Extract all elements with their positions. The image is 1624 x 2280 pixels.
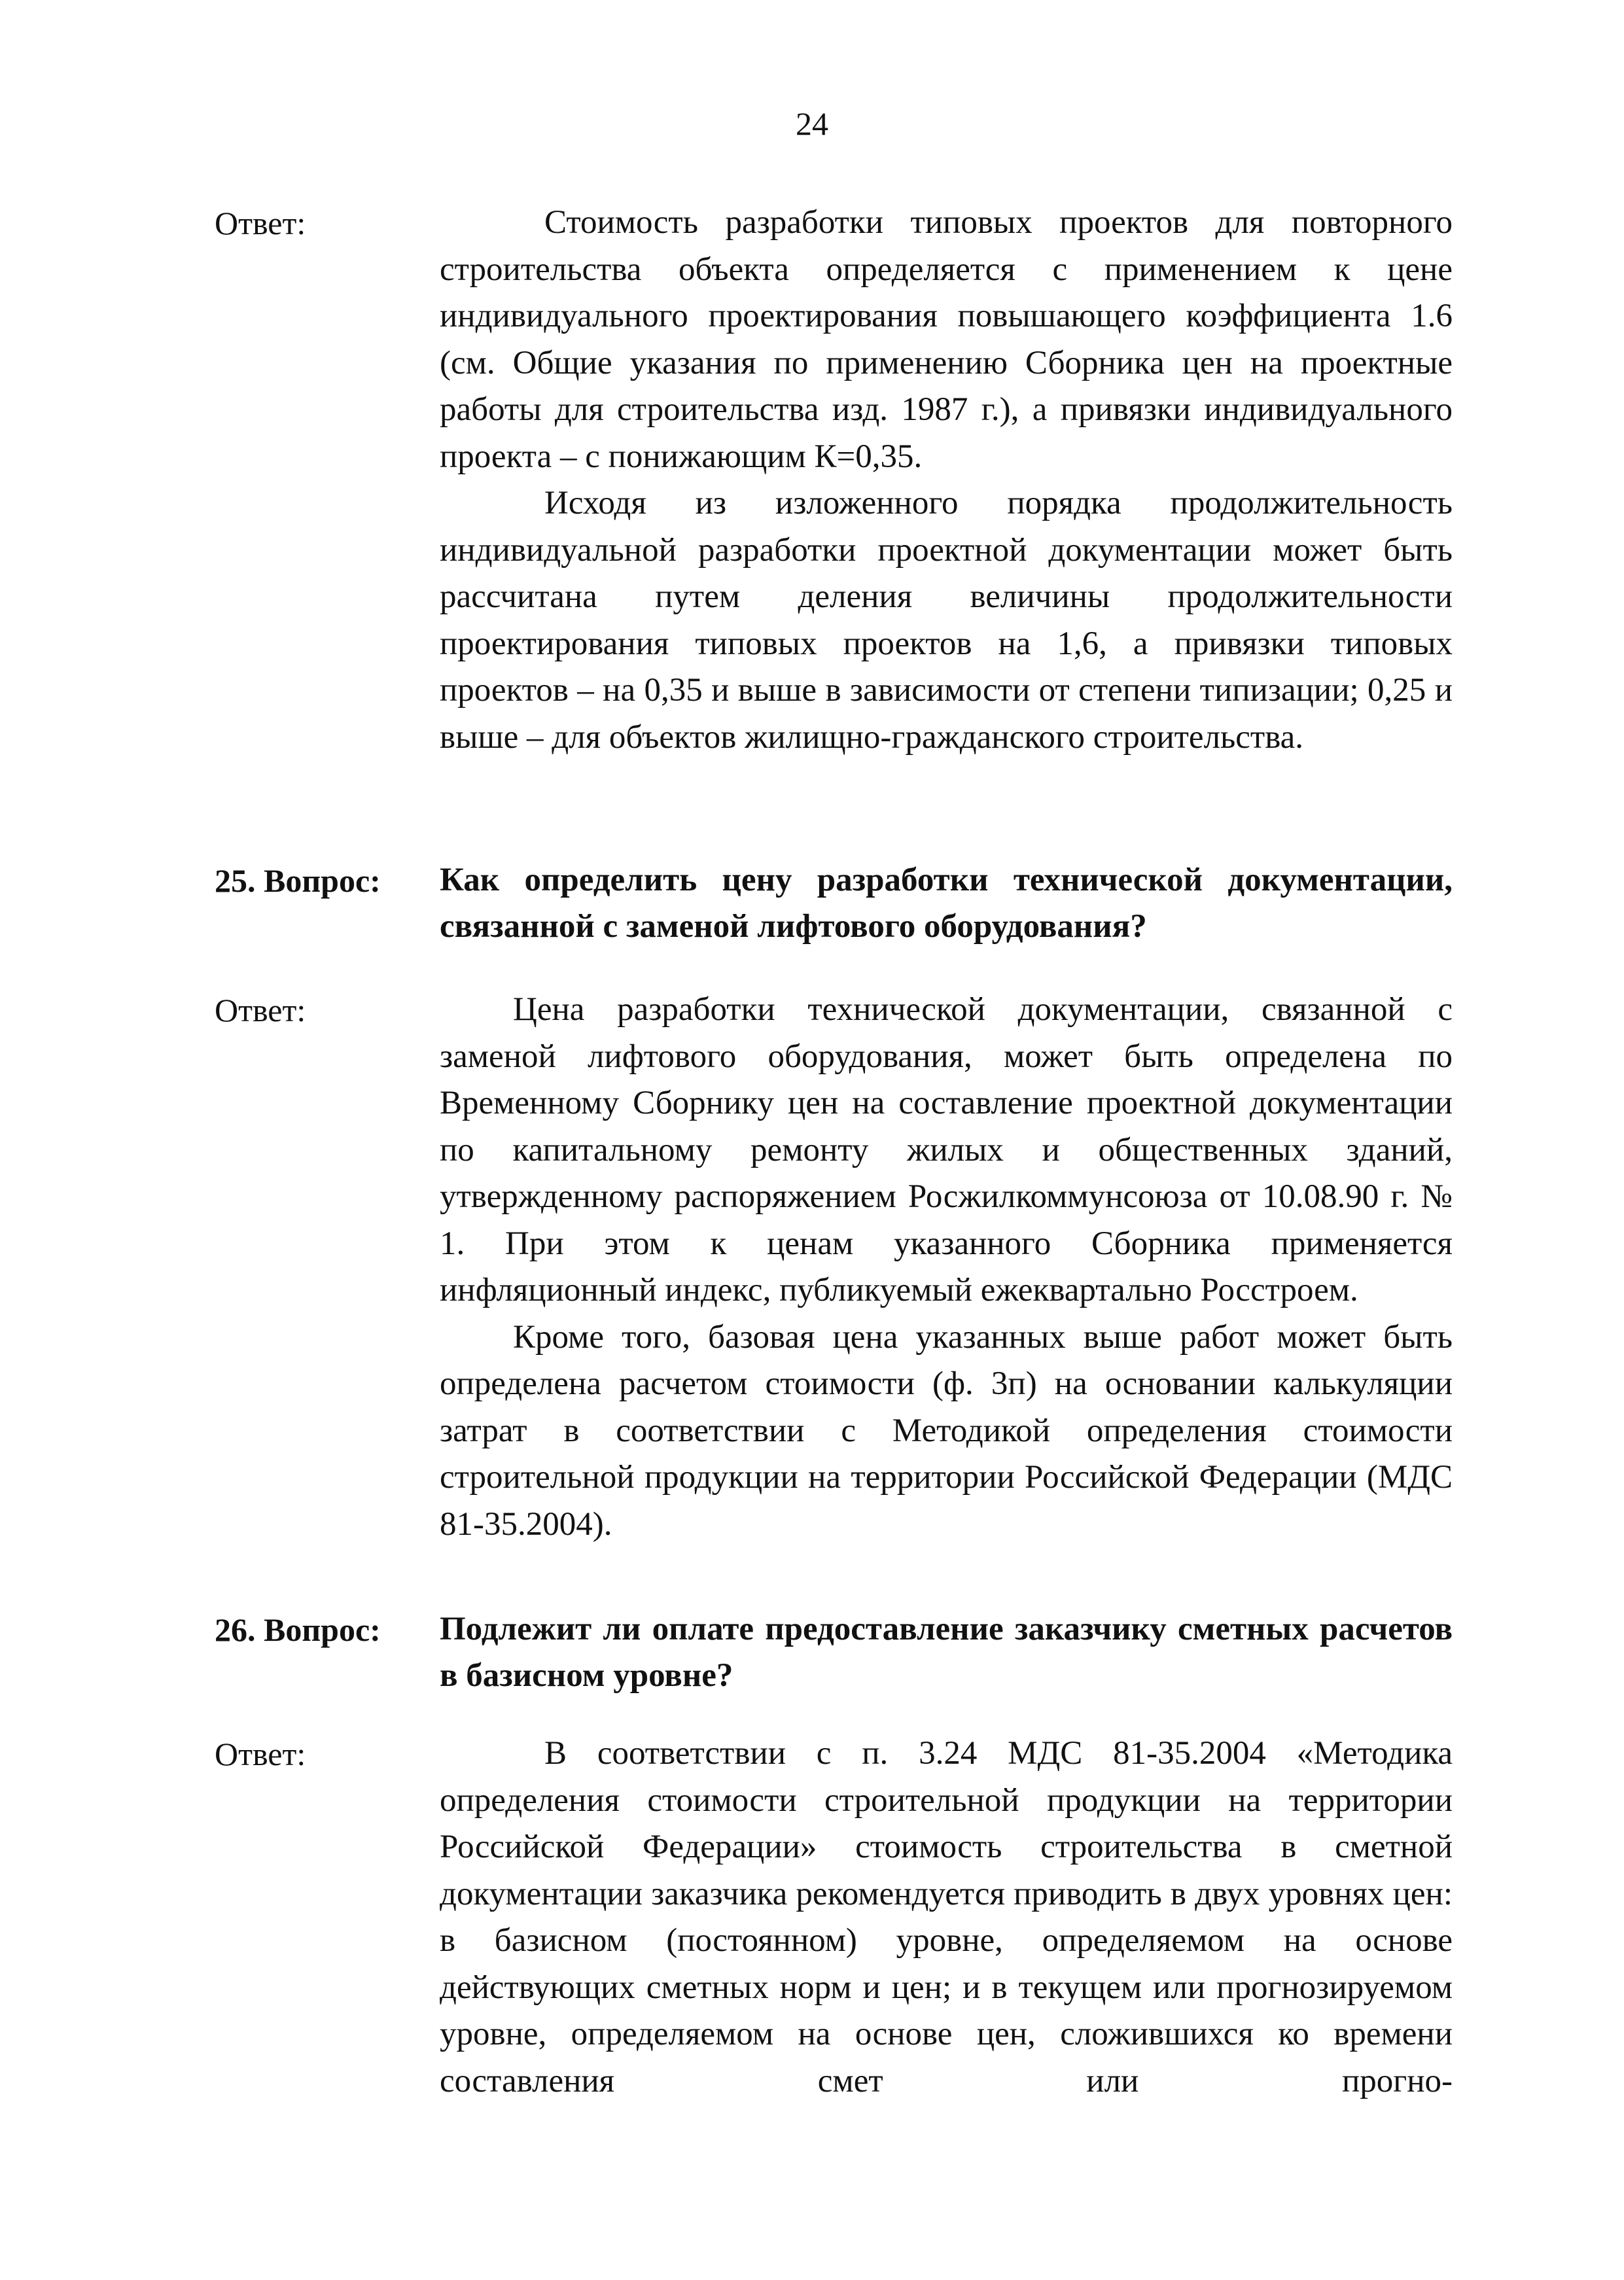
answer-25-label: Ответ: [215,992,306,1028]
answer-26-body [440,1730,1453,2105]
question-26-text: Подлежит ли оплате предоставление заказчику сметных расчетов в базисном уровне? [440,1611,1453,1694]
question-25-body [440,857,1453,950]
answer-26-block [215,1730,1453,2162]
question-25-block [215,857,1453,955]
answer-24-block [215,193,1453,808]
answer-25-body [440,987,1453,1548]
answer-24-paragraph-2: Исходя из изложенного порядка продолжительность индивидуальной разработки проектной документации может быть рассчитана путем деления величины продолжительности проектирования типовых проектов на 1,6, а привязки типовых проектов – на 0,35 и выше в зависимости от степени типизации; 0,25 и выше – для объектов жилищно-гражданского строительства. [440,485,1453,756]
answer-24-paragraph-1: Стоимость разработки типовых проектов для повторного строительства объекта определяется с применением к цене индивидуального проектирования повышающего коэффициента 1.6 (см. Общие указания по применению Сборника цен на проектные работы для строительства изд. 1987 г.), а привязки индивидуального проекта – с понижающим К=0,35. [440,204,1453,475]
answer-25-paragraph-1: Цена разработки технической документации, связанной с заменой лифтового оборудования, может быть определена по Временному Сборнику цен на составление проектной документации по капитальному ремонту жилых и общественных зданий, утвержденному распоряжением Росжилкоммунсоюза от 10.08.90 г. № 1. При этом к ценам указанного Сборника применяется инфляционный индекс, публикуемый ежеквартально Росстроем. [440,991,1453,1308]
question-26-block [215,1606,1453,1704]
question-26-label: 26. Вопрос: [215,1611,381,1648]
answer-25-paragraph-2: Кроме того, базовая цена указанных выше работ может быть определена расчетом стоимости (ф. 3п) на основании калькуляции затрат в соответствии с Методикой определения стоимости строительной продукции на территории Российской Федерации (МДС 81-35.2004). [440,1318,1453,1543]
answer-26-label: Ответ: [215,1736,306,1772]
question-26-body [440,1606,1453,1699]
page-number: 24 [796,105,828,142]
question-25-label: 25. Вопрос: [215,862,381,899]
answer-25-block [215,987,1453,1608]
answer-24-label: Ответ: [215,205,306,241]
answer-26-paragraph-1: В соответствии с п. 3.24 МДС 81-35.2004 «Методика определения стоимости строительной продукции на территории Российской Федерации» стоимость строительства в сметной документации заказчика рекомендуется приводить в двух уровнях цен: в базисном (постоянном) уровне, определяемом на основе действующих сметных норм и цен; и в текущем или прогнозируемом уровне, определяемом на основе цен, сложившихся ко времени составления смет или прогно- [440,1735,1453,2099]
question-25-text: Как определить цену разработки технической документации, связанной с заменой лифтового оборудования? [440,862,1453,945]
answer-24-body [440,200,1453,761]
